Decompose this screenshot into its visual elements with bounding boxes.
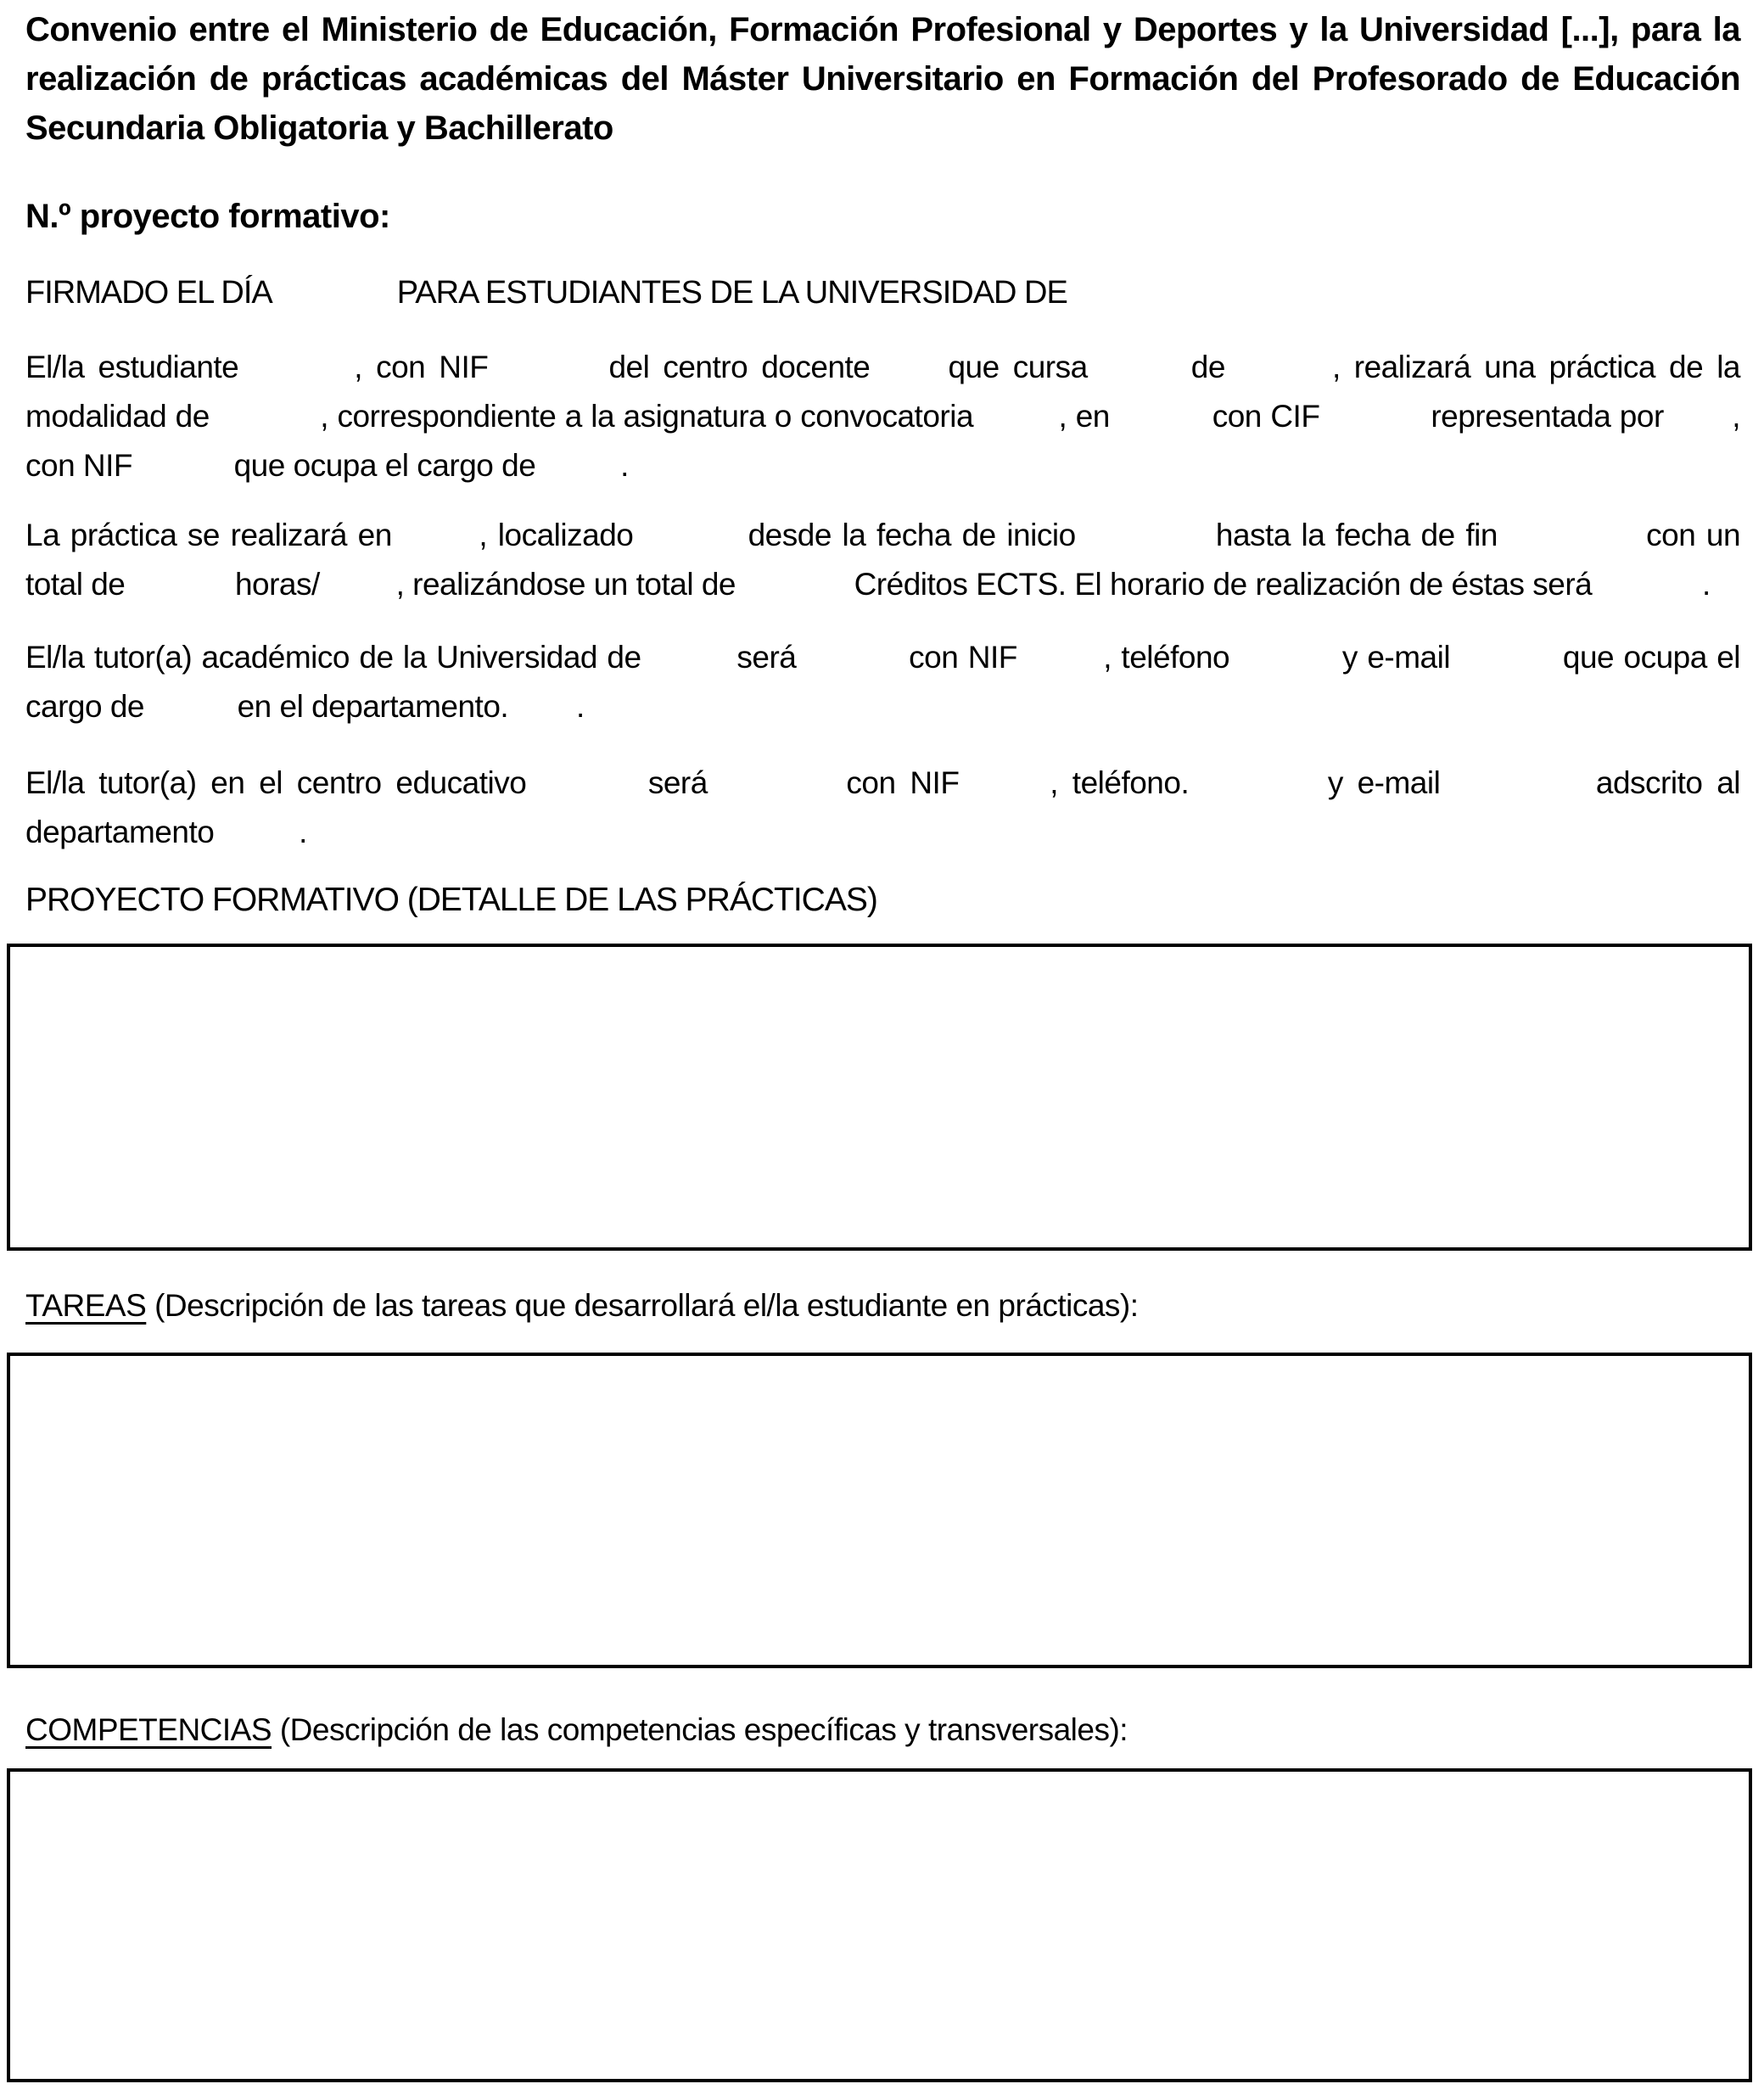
document-title: Convenio entre el Ministerio de Educación, Formación Profesional y Deportes y la Universidad [...], para la realización de prácticas académicas del Máster Universitario en Formación del Profesorado de Educación Secundaria Obligatoria y Bachillerato	[25, 11, 1740, 147]
curso-field[interactable]	[1101, 346, 1178, 378]
text-run: y e-mail	[1327, 765, 1441, 800]
total-horas-field[interactable]	[133, 563, 227, 595]
competencias-heading	[25, 1706, 1740, 1755]
text-run: El/la estudiante	[25, 350, 239, 384]
periodo-field[interactable]	[328, 563, 396, 595]
fecha-inicio-field[interactable]	[1086, 514, 1205, 546]
tutor-academico-email-field[interactable]	[1459, 636, 1553, 668]
universidad-tutor-field[interactable]	[651, 636, 727, 668]
text-run: .	[299, 815, 307, 849]
text-run: en el departamento.	[237, 689, 509, 724]
departamento-centro-field[interactable]	[222, 811, 299, 843]
text-run: que ocupa el cargo de	[233, 448, 536, 483]
localizacion-field[interactable]	[644, 514, 737, 546]
tutor-centro-paragraph	[25, 759, 1740, 857]
creditos-ects-field[interactable]	[744, 563, 846, 595]
fecha-fin-field[interactable]	[1509, 514, 1636, 546]
text-run: adscrito al departamento	[25, 765, 1741, 849]
text-run: con NIF	[909, 640, 1017, 675]
centro-docente-field[interactable]	[883, 346, 934, 378]
text-run: , localizado	[479, 518, 634, 552]
centro-educativo-field[interactable]	[540, 762, 634, 793]
proyecto-formativo-box[interactable]	[7, 944, 1752, 1251]
horario-field[interactable]	[1600, 563, 1702, 595]
text-run: que ocupa el cargo de	[25, 640, 1741, 724]
text-run: , correspondiente a la asignatura o convocatoria	[320, 399, 974, 434]
competencias-box[interactable]	[7, 1768, 1752, 2082]
text-run: del centro docente	[608, 350, 871, 384]
representante-field[interactable]	[1672, 395, 1732, 427]
tutor-academico-nif-field[interactable]	[1027, 636, 1103, 668]
text-run: y e-mail	[1341, 640, 1451, 675]
representante-cargo-field[interactable]	[544, 445, 620, 476]
text-run: será	[647, 765, 708, 800]
student-paragraph	[25, 343, 1740, 490]
para-estudiantes-label: PARA ESTUDIANTES DE LA UNIVERSIDAD DE	[396, 275, 1067, 311]
representante-nif-field[interactable]	[141, 445, 226, 476]
tutor-centro-nif-field[interactable]	[973, 762, 1050, 793]
text-run: que cursa	[948, 350, 1088, 384]
asignatura-convocatoria-field[interactable]	[982, 395, 1058, 427]
project-number-label: N.º proyecto formativo:	[25, 198, 390, 235]
text-run: horas/	[234, 567, 320, 602]
text-run: con un total de	[25, 518, 1741, 602]
text-run: El/la tutor(a) en el centro educativo	[25, 765, 527, 800]
lugar-practica-field[interactable]	[402, 514, 479, 546]
tutor-centro-nombre-field[interactable]	[722, 762, 832, 793]
cif-field[interactable]	[1329, 395, 1422, 427]
competencias-description: (Descripción de las competencias específicas y transversales):	[272, 1712, 1128, 1747]
text-run: , teléfono.	[1050, 765, 1190, 800]
practica-paragraph	[25, 511, 1740, 609]
text-run: , con NIF	[25, 399, 1740, 483]
firmado-line	[25, 268, 1740, 317]
tareas-label: TAREAS	[25, 1288, 147, 1323]
modalidad-field[interactable]	[218, 395, 320, 427]
firmado-el-dia-label: FIRMADO EL DÍA	[25, 275, 271, 311]
departamento-universidad-field[interactable]	[517, 686, 576, 717]
tutor-centro-email-field[interactable]	[1454, 762, 1582, 793]
tareas-box[interactable]	[7, 1353, 1752, 1668]
text-run: será	[736, 640, 797, 675]
proyecto-formativo-heading: PROYECTO FORMATIVO (DETALLE DE LAS PRÁCTICAS)	[25, 882, 877, 918]
text-run: , con NIF	[354, 350, 489, 384]
tutor-academico-telefono-field[interactable]	[1240, 636, 1333, 668]
fecha-firma-field[interactable]	[278, 271, 389, 303]
text-run: .	[620, 448, 629, 483]
tareas-description: (Descripción de las tareas que desarrollará el/la estudiante en prácticas):	[146, 1288, 1139, 1323]
text-run: representada por	[1431, 399, 1664, 434]
text-run: desde la fecha de inicio	[748, 518, 1076, 552]
competencias-label: COMPETENCIAS	[25, 1712, 272, 1747]
text-run: .	[1702, 567, 1711, 602]
estudiante-nif-field[interactable]	[501, 346, 595, 378]
text-run: La práctica se realizará en	[25, 518, 392, 552]
tutor-academico-nombre-field[interactable]	[806, 636, 899, 668]
titulacion-field[interactable]	[1239, 346, 1332, 378]
tutor-academico-cargo-field[interactable]	[153, 686, 229, 717]
text-run: .	[575, 689, 585, 724]
text-run: , realizándose un total de	[395, 567, 736, 602]
tutor-academico-paragraph	[25, 633, 1740, 731]
text-run: de	[1190, 350, 1225, 384]
text-run: hasta la fecha de fin	[1215, 518, 1498, 552]
text-run: Créditos ECTS. El horario de realización de éstas será	[854, 567, 1593, 602]
text-run: con CIF	[1212, 399, 1320, 434]
tareas-heading	[25, 1281, 1740, 1330]
text-run: , teléfono	[1103, 640, 1230, 675]
tutor-centro-telefono-field[interactable]	[1203, 762, 1313, 793]
text-run: El/la tutor(a) académico de la Universidad de	[25, 640, 641, 675]
universidad-firma-field[interactable]	[1075, 271, 1126, 303]
estudiante-nombre-field[interactable]	[252, 346, 354, 378]
text-run: con NIF	[846, 765, 960, 800]
text-run: , en	[1058, 399, 1110, 434]
entidad-field[interactable]	[1118, 395, 1203, 427]
text-run: , realizará una práctica de la modalidad de	[25, 350, 1741, 434]
